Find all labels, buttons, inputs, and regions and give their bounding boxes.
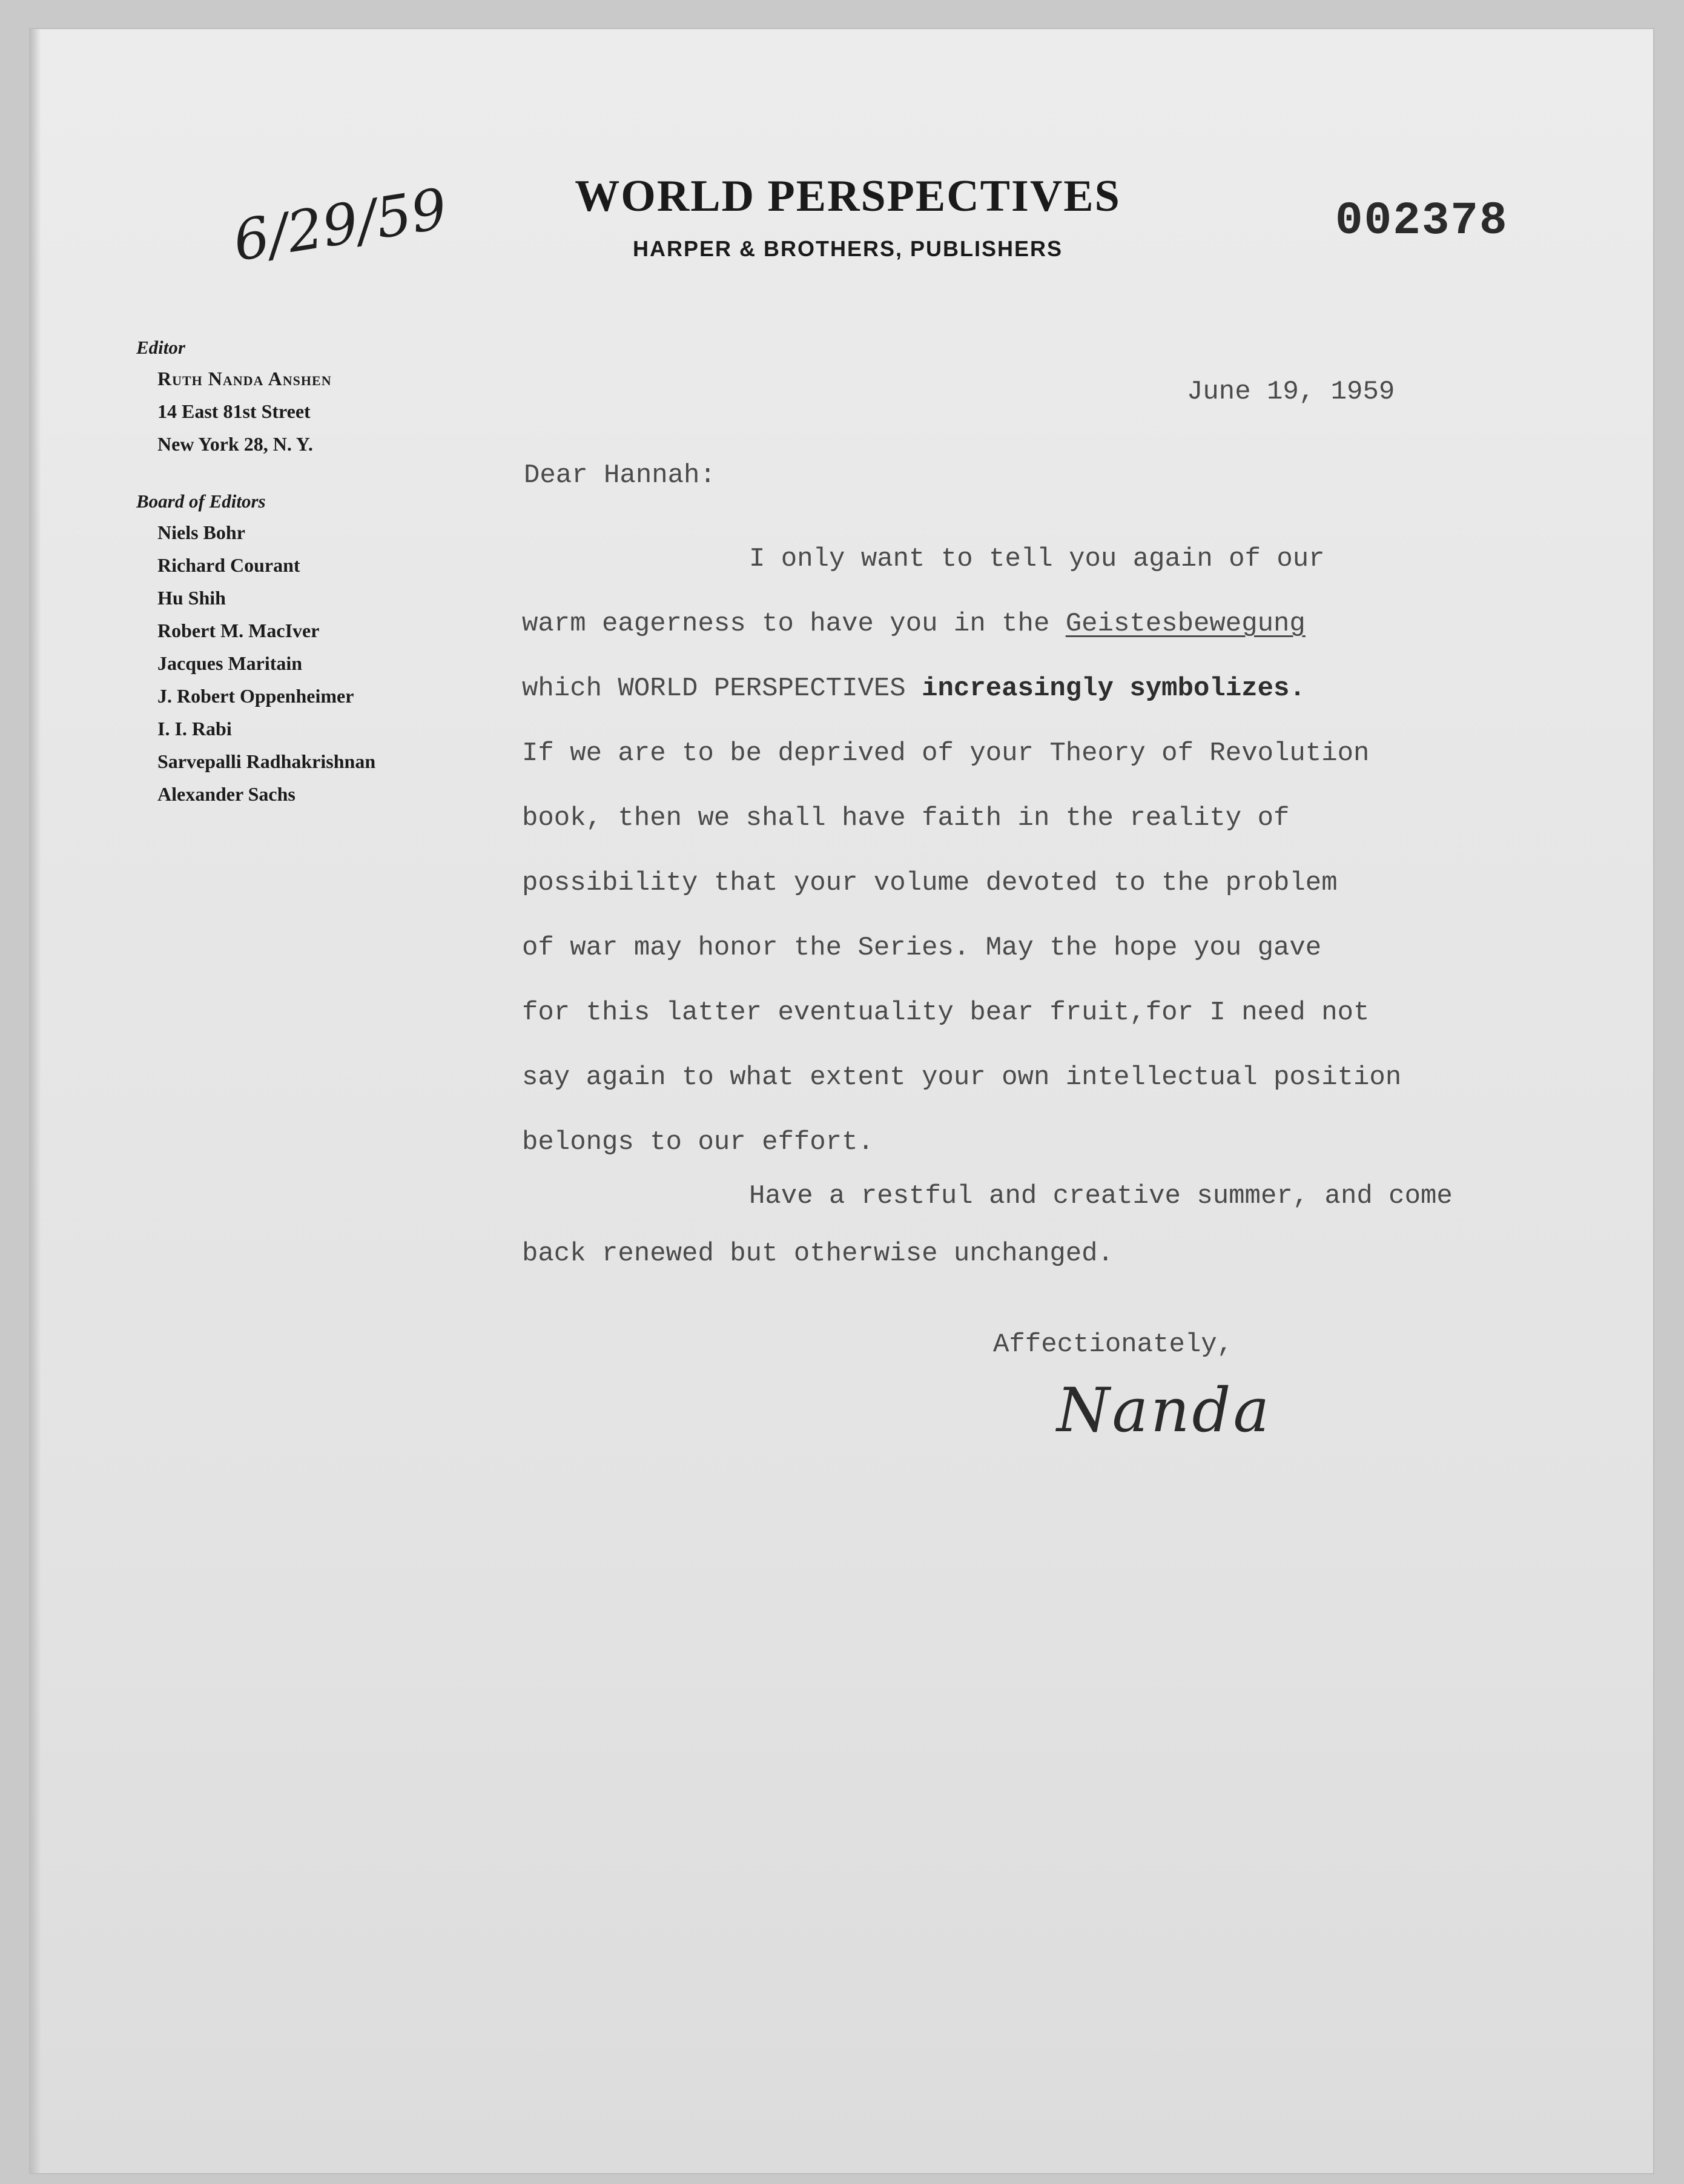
- board-member: Alexander Sachs: [157, 783, 296, 805]
- handwritten-signature: Nanda: [1057, 1375, 1272, 1446]
- board-member: Niels Bohr: [157, 521, 245, 543]
- body-line: [522, 592, 1401, 657]
- board-member: Hu Shih: [157, 587, 226, 609]
- letter-date: June 19, 1959: [1187, 377, 1395, 407]
- body-line: Have a restful and creative summer, and come: [749, 1181, 1453, 1211]
- body-line: possibility that your volume devoted to the problem: [522, 868, 1338, 898]
- body-text: warm eagerness to have you in the: [522, 609, 1066, 639]
- sheet-edge-shadow: [30, 29, 41, 2173]
- document-number-stamp: 002378: [1335, 195, 1508, 247]
- board-member: J. Robert Oppenheimer: [157, 685, 354, 707]
- underlined-word: Geistesbewegung: [1065, 609, 1306, 639]
- letter-paragraph-1: [522, 527, 1401, 1175]
- letterhead-sidebar: [136, 333, 451, 810]
- editor-label: Editor: [136, 337, 185, 358]
- board-member: I. I. Rabi: [157, 718, 232, 740]
- letterhead-title: WORLD PERSPECTIVES: [575, 171, 1121, 221]
- body-line: of war may honor the Series. May the hope you gave: [522, 933, 1322, 963]
- body-line: [522, 657, 1401, 721]
- board-member: Jacques Maritain: [157, 652, 303, 674]
- letterhead-subtitle: HARPER & BROTHERS, PUBLISHERS: [632, 236, 1063, 261]
- letter-salutation: Dear Hannah:: [524, 460, 716, 491]
- body-line: back renewed but otherwise unchanged.: [522, 1239, 1114, 1269]
- editor-address-line1: 14 East 81st Street: [157, 400, 311, 422]
- body-line: for this latter eventuality bear fruit,for I need not: [522, 998, 1370, 1028]
- editor-address-line2: New York 28, N. Y.: [157, 433, 313, 455]
- letter-paragraph-2: [522, 1168, 1453, 1283]
- body-line: say again to what extent your own intellectual position: [522, 1062, 1402, 1093]
- body-line: I only want to tell you again of our: [749, 544, 1325, 574]
- body-text-dark: increasingly symbolizes.: [922, 673, 1306, 704]
- body-line: If we are to be deprived of your Theory of Revolution: [522, 738, 1370, 769]
- body-line: belongs to our effort.: [522, 1127, 874, 1157]
- board-member: Richard Courant: [157, 554, 300, 576]
- body-line: book, then we shall have faith in the reality of: [522, 803, 1290, 833]
- board-label: Board of Editors: [136, 491, 266, 512]
- editor-name: Ruth Nanda Anshen: [157, 368, 332, 389]
- handwritten-date: 6/29/59: [229, 176, 452, 274]
- body-text: which WORLD PERSPECTIVES: [522, 673, 922, 704]
- board-member: Sarvepalli Radhakrishnan: [157, 750, 376, 772]
- board-member: Robert M. MacIver: [157, 620, 320, 641]
- letter-closing: Affectionately,: [993, 1329, 1233, 1360]
